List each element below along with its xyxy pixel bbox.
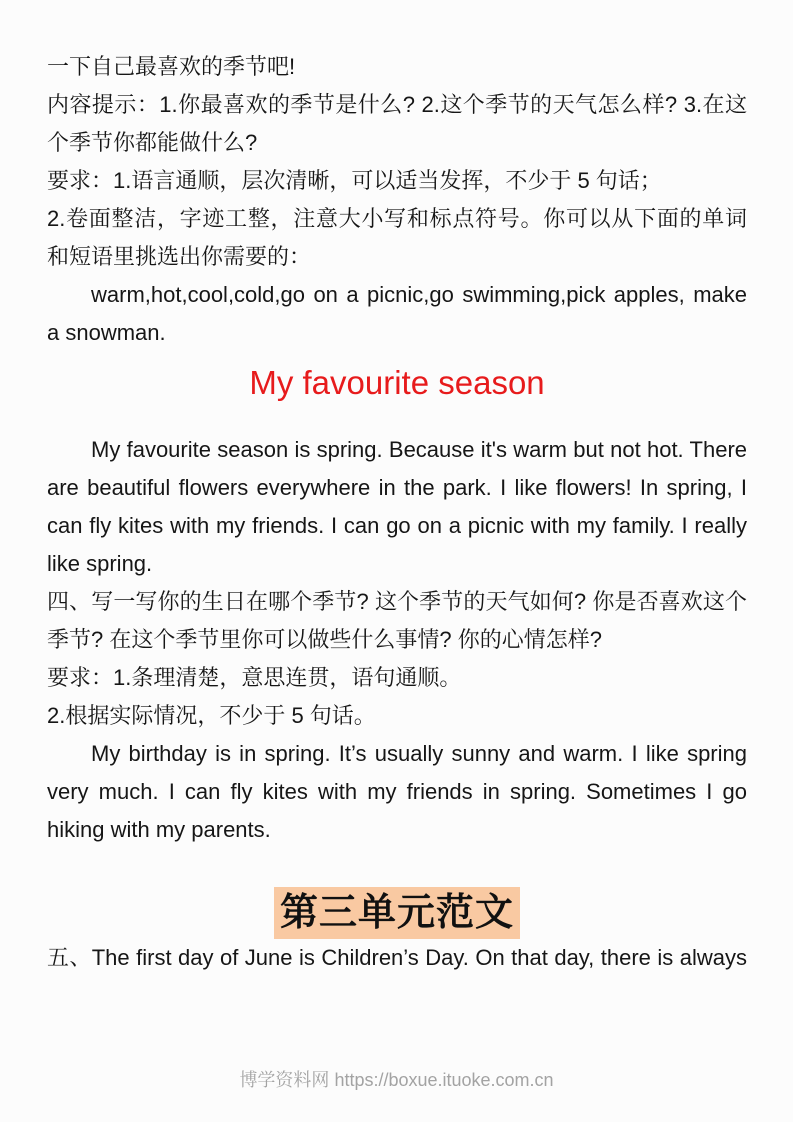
footer-site-credit: 博学资料网 https://boxue.ituoke.com.cn: [239, 1070, 554, 1090]
unit3-banner-title: 第三单元范文: [274, 887, 520, 939]
requirements-line-2: 2.卷面整洁，字迹工整，注意大小写和标点符号。你可以从下面的单词和短语里挑选出你需要的：: [47, 206, 747, 269]
section4-requirements-line-1: 要求：1.条理清楚，意思连贯，语句通顺。: [47, 665, 462, 691]
requirements-line-1: 要求：1.语言通顺，层次清晰，可以适当发挥，不少于 5 句话；: [47, 168, 662, 193]
section5-opening-line: 五、The first day of June is Children’s Day. On that day, there is always: [47, 945, 747, 971]
word-bank-line: warm,hot,cool,cold,go on a picnic,go swimming,pick apples, make a snowman.: [47, 282, 747, 345]
unit3-banner-row: [47, 887, 747, 939]
essay1-title: My favourite season: [249, 364, 545, 401]
section4-essay-body: My birthday is in spring. It’s usually sunny and warm. I like spring very much. I can fly kites with my friends in spring. Sometimes I go hiking with my parents.: [47, 741, 747, 843]
content-hint-paragraph: 内容提示：1.你最喜欢的季节是什么? 2.这个季节的天气怎么样? 3.在这个季节你都能做什么?: [47, 92, 747, 155]
essay1-body: My favourite season is spring. Because it's warm but not hot. There are beautiful flowers everywhere in the park. I like flowers! In spring, I can fly kites with my friends. I can go on a picnic with my family. I really like spring.: [47, 437, 747, 577]
section4-requirements-line-2: 2.根据实际情况，不少于 5 句话。: [47, 703, 376, 729]
intro-tail-line: 一下自己最喜欢的季节吧!: [47, 54, 296, 79]
section4-prompt: 四、写一写你的生日在哪个季节? 这个季节的天气如何? 你是否喜欢这个季节? 在这个季节里你可以做些什么事情? 你的心情怎样?: [47, 589, 747, 653]
